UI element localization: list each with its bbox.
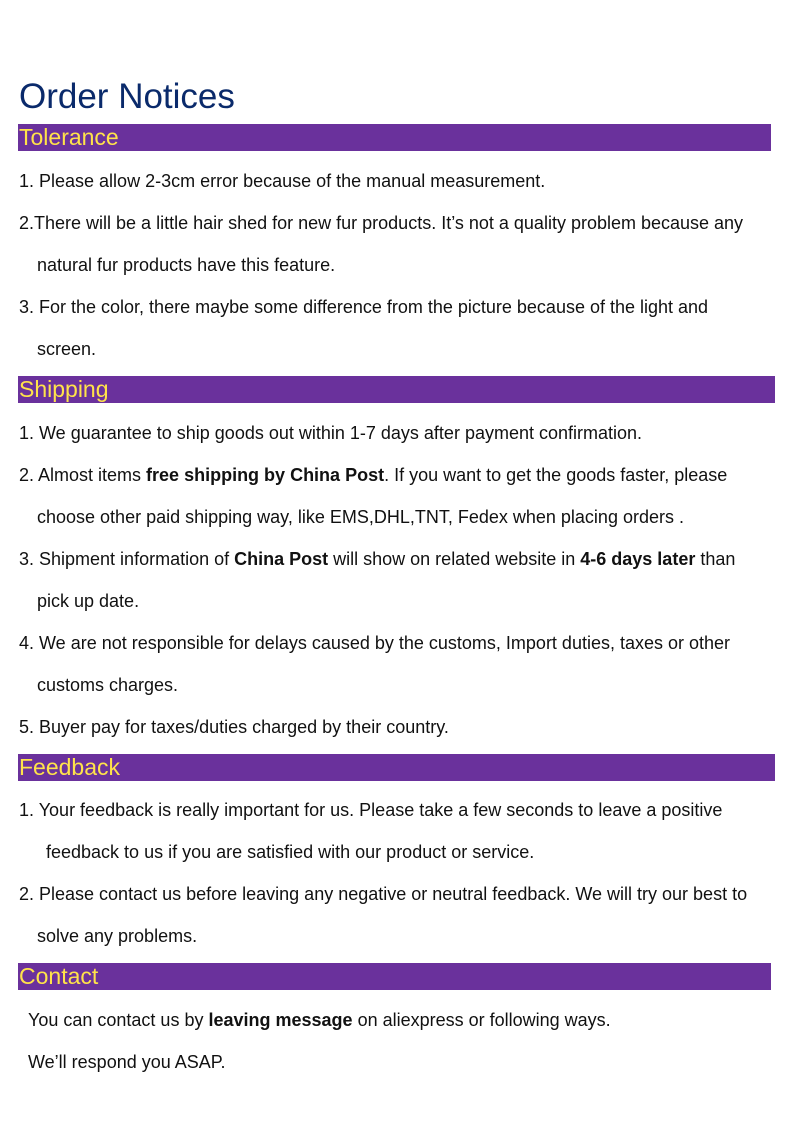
shipping-item-2-continued: choose other paid shipping way, like EMS,DHL,TNT, Fedex when placing orders . xyxy=(37,507,684,527)
section-label-feedback: Feedback xyxy=(19,754,121,780)
tolerance-item-1: 1. Please allow 2-3cm error because of the manual measurement. xyxy=(19,171,546,191)
section-label-shipping: Shipping xyxy=(19,376,109,402)
feedback-item-2: 2. Please contact us before leaving any negative or neutral feedback. We will try our best to xyxy=(19,884,748,904)
section-bar-tolerance xyxy=(18,124,771,151)
contact-line-1-bold: leaving message xyxy=(208,1010,353,1030)
shipping-item-1: 1. We guarantee to ship goods out within 1-7 days after payment confirmation. xyxy=(19,423,643,443)
feedback-item-2-continued: solve any problems. xyxy=(37,926,198,946)
shipping-item-3-prefix: 3. Shipment information of xyxy=(19,549,235,569)
shipping-item-4: 4. We are not responsible for delays caused by the customs, Import duties, taxes or other xyxy=(19,633,731,653)
shipping-item-3-continued: pick up date. xyxy=(37,591,140,611)
section-bar-feedback xyxy=(18,754,775,781)
feedback-item-1-continued: feedback to us if you are satisfied with our product or service. xyxy=(46,842,535,862)
shipping-item-5: 5. Buyer pay for taxes/duties charged by their country. xyxy=(19,717,449,737)
shipping-item-3-bold-china-post: China Post xyxy=(234,549,329,569)
section-bar-contact xyxy=(18,963,771,990)
section-label-contact: Contact xyxy=(19,963,99,989)
tolerance-item-2-continued: natural fur products have this feature. xyxy=(37,255,336,275)
tolerance-item-2: 2.There will be a little hair shed for new fur products. It’s not a quality problem because any xyxy=(19,213,744,233)
shipping-item-2-suffix: . If you want to get the goods faster, please xyxy=(384,465,728,485)
shipping-item-4-continued: customs charges. xyxy=(37,675,179,695)
contact-line-2: We’ll respond you ASAP. xyxy=(28,1052,226,1072)
shipping-item-3-bold-days: 4-6 days later xyxy=(580,549,696,569)
shipping-item-3 xyxy=(19,548,735,570)
tolerance-item-3-continued: screen. xyxy=(37,339,97,359)
shipping-item-2 xyxy=(19,464,727,486)
shipping-item-3-middle: will show on related website in xyxy=(328,549,581,569)
shipping-item-2-bold: free shipping by China Post xyxy=(146,465,385,485)
shipping-item-3-suffix: than xyxy=(695,549,736,569)
feedback-item-1: 1. Your feedback is really important for us. Please take a few seconds to leave a positive xyxy=(19,800,723,820)
tolerance-item-3: 3. For the color, there maybe some difference from the picture because of the light and xyxy=(19,297,709,317)
shipping-item-2-prefix: 2. Almost items xyxy=(19,465,147,485)
section-label-tolerance: Tolerance xyxy=(19,124,119,150)
contact-line-1 xyxy=(28,1009,611,1031)
contact-line-1-suffix: on aliexpress or following ways. xyxy=(352,1010,611,1030)
page-title: Order Notices xyxy=(19,77,235,116)
section-bar-shipping xyxy=(18,376,775,403)
contact-line-1-prefix: You can contact us by xyxy=(28,1010,209,1030)
